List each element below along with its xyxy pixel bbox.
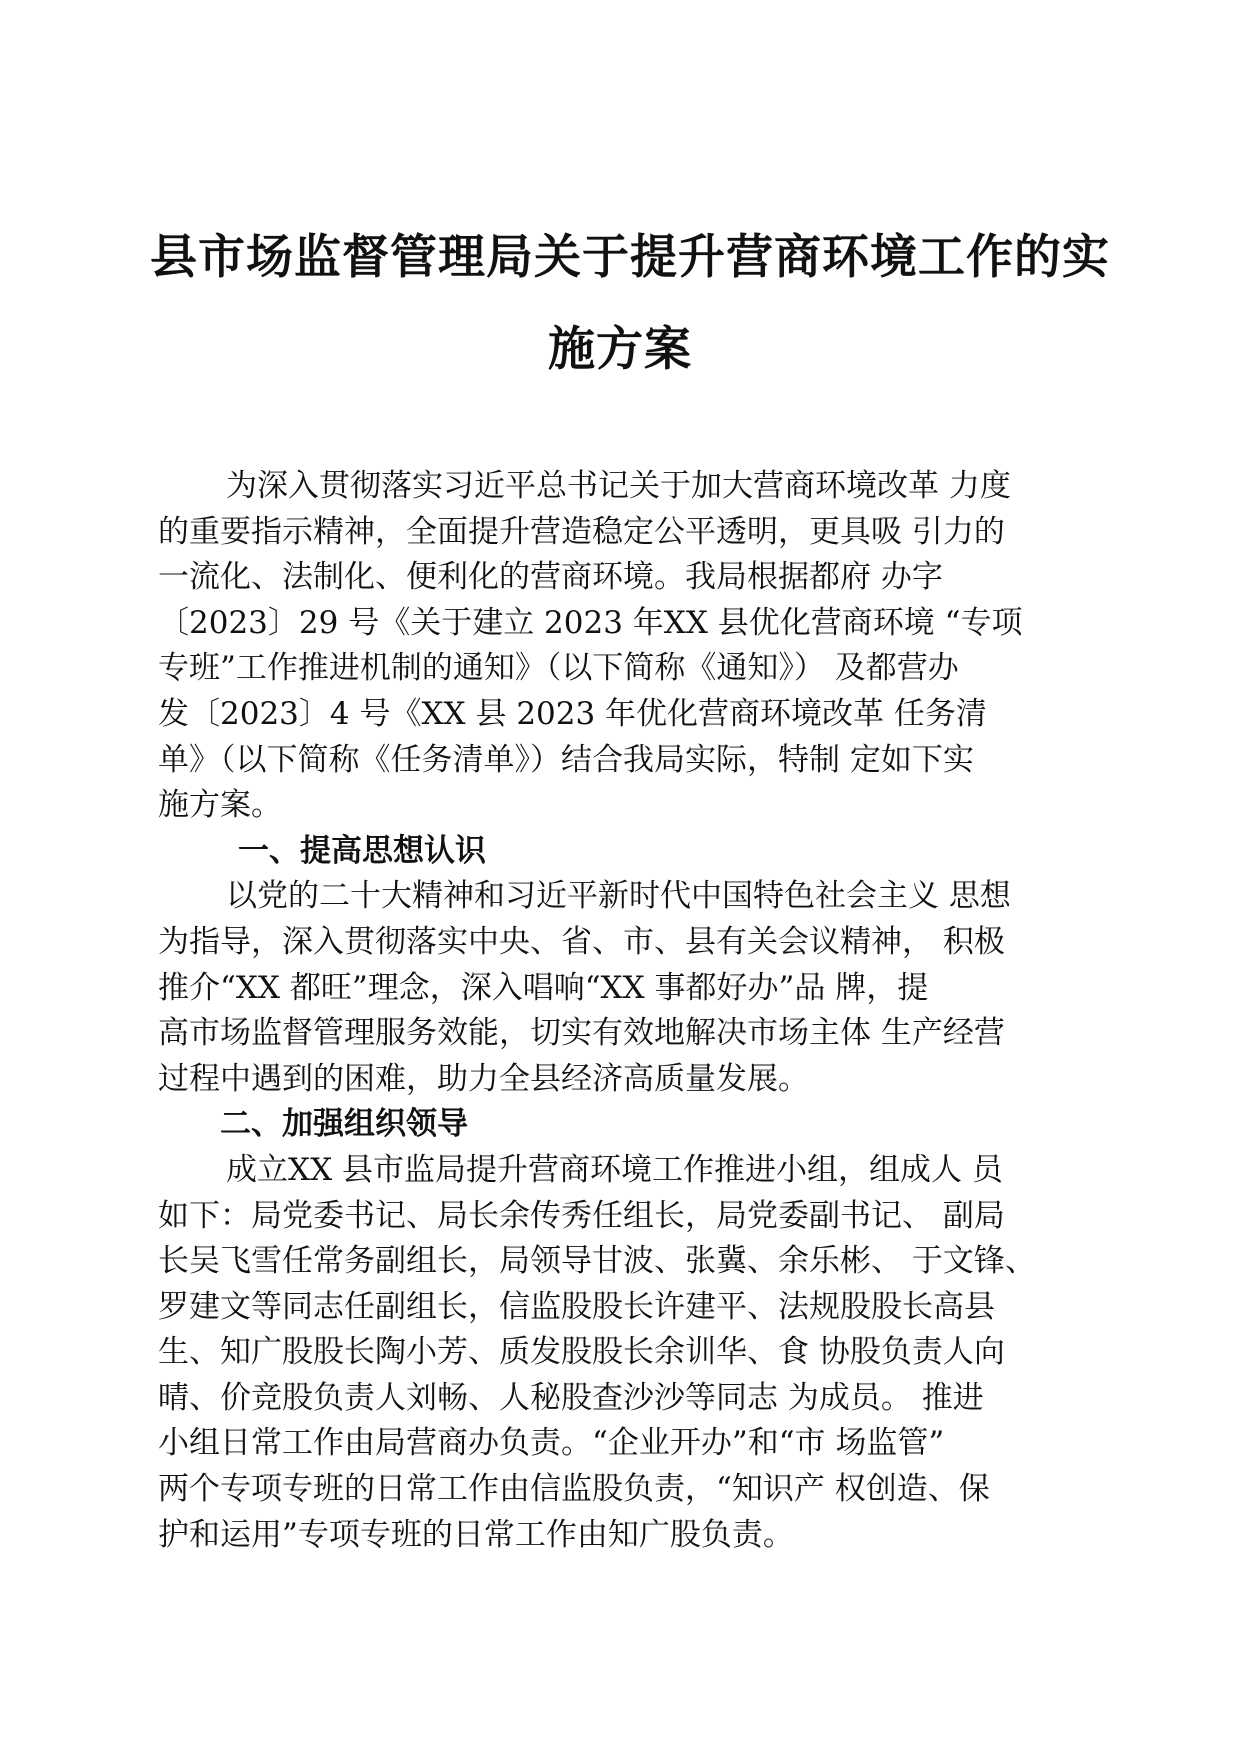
paragraph-3-line: 晴、价竞股负责人刘畅、人秘股查沙沙等同志 为成员。 推进 <box>158 1379 984 1416</box>
paragraph-1-line: 的重要指示精神，全面提升营造稳定公平透明，更具吸 引力的 <box>158 513 1005 550</box>
paragraph-2-line: 以党的二十大精神和习近平新时代中国特色社会主义 思想 <box>226 878 1011 915</box>
paragraph-3-line: 长吴飞雪任常务副组长，局领导甘波、张冀、余乐彬、 于文锋、 <box>158 1243 1036 1280</box>
paragraph-1-line: 施方案。 <box>158 787 282 824</box>
paragraph-1-line: 发〔2023〕4 号《XX 县 2023 年优化营商环境改革 任务清 <box>158 695 987 732</box>
paragraph-3-line: 如下：局党委书记、局长余传秀任组长，局党委副书记、 副局 <box>158 1197 1005 1234</box>
paragraph-1-line: 〔2023〕29 号《关于建立 2023 年XX 县优化营商环境 “专项 <box>158 604 1023 641</box>
paragraph-2-line: 高市场监督管理服务效能，切实有效地解决市场主体 生产经营 <box>158 1015 1005 1052</box>
paragraph-1-line: 单》（以下简称《任务清单》）结合我局实际，特制 定如下实 <box>158 741 974 778</box>
document-title-line-1: 县市场监督管理局关于提升营商环境工作的实 <box>150 230 1110 285</box>
paragraph-2-line: 过程中遇到的困难，助力全县经济高质量发展。 <box>158 1060 809 1097</box>
paragraph-1-line: 专班”工作推进机制的通知》（以下简称《通知》） 及都营办 <box>158 650 959 687</box>
document-title-line-2: 施方案 <box>548 322 692 377</box>
paragraph-1-line: 一流化、法制化、便利化的营商环境。我局根据都府 办字 <box>158 559 943 596</box>
paragraph-2-line: 推介“XX 都旺”理念，深入唱响“XX 事都好办”品 牌，提 <box>158 969 929 1006</box>
paragraph-1-line: 为深入贯彻落实习近平总书记关于加大营商环境改革 力度 <box>226 468 1011 504</box>
section-heading-1: 一、提高思想认识 <box>238 832 486 869</box>
paragraph-2-line: 为指导，深入贯彻落实中央、省、市、县有关会议精神， 积极 <box>158 923 1005 960</box>
section-heading-2: 二、加强组织领导 <box>220 1106 468 1143</box>
document-body <box>158 464 1082 1558</box>
paragraph-3-line: 两个专项专班的日常工作由信监股负责，“知识产 权创造、保 <box>158 1471 990 1508</box>
paragraph-3-line: 罗建文等同志任副组长，信监股股长许建平、法规股股长高县 <box>158 1288 995 1325</box>
paragraph-3-line: 护和运用”专项专班的日常工作由知广股负责。 <box>158 1516 794 1553</box>
paragraph-3-line: 生、知广股股长陶小芳、质发股股长余训华、食 协股负责人向 <box>158 1334 1005 1371</box>
paragraph-3-line: 小组日常工作由局营商办负责。“企业开办”和“市 场监管” <box>158 1425 945 1462</box>
paragraph-3-line: 成立XX 县市监局提升营商环境工作推进小组，组成人 员 <box>226 1151 1003 1188</box>
